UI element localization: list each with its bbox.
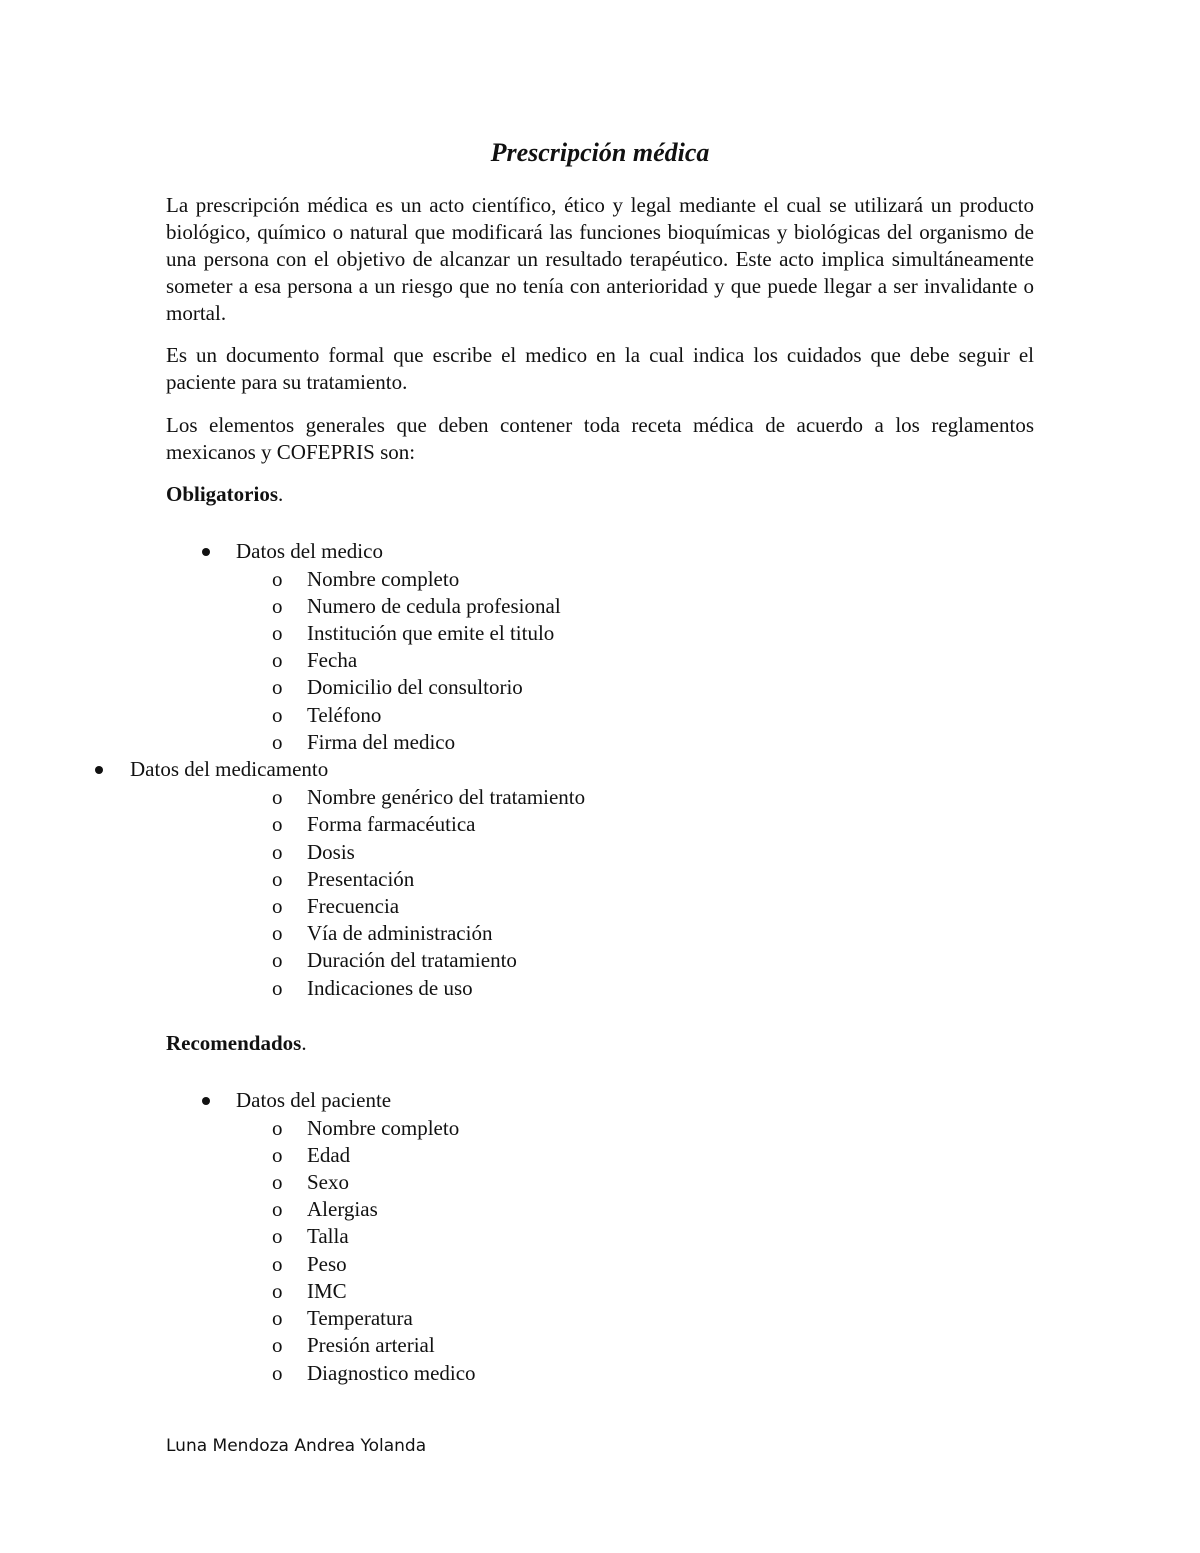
circle-bullet-icon: o [272, 1143, 283, 1167]
circle-bullet-icon: o [272, 867, 283, 891]
list-item-label: Vía de administración [307, 921, 493, 945]
bullet-dot-icon [202, 548, 210, 556]
circle-bullet-icon: o [272, 894, 283, 918]
list-item-label: Nombre completo [307, 1116, 460, 1140]
page-title: Prescripción médica [490, 138, 710, 167]
circle-bullet-icon: o [272, 1116, 283, 1140]
list-item-label: Dosis [307, 840, 355, 864]
list-item-label: Presentación [307, 867, 415, 891]
circle-bullet-icon: o [272, 567, 283, 591]
circle-bullet-icon: o [272, 812, 283, 836]
bullet-label: Datos del medico [236, 539, 383, 563]
circle-bullet-icon: o [272, 840, 283, 864]
list-item-label: Temperatura [307, 1306, 413, 1330]
list-item-label: Firma del medico [307, 730, 456, 754]
bullet-dot-icon [95, 766, 103, 774]
circle-bullet-icon: o [272, 730, 283, 754]
circle-bullet-icon: o [272, 1252, 283, 1276]
list-item-label: Institución que emite el titulo [307, 621, 555, 645]
circle-bullet-icon: o [272, 675, 283, 699]
list-item-label: Talla [307, 1224, 349, 1248]
list-item-label: Alergias [307, 1197, 378, 1221]
circle-bullet-icon: o [272, 976, 283, 1000]
paragraph-3: Los elementos generales que deben contener toda receta médica de acuerdo a los reglamentos mexicanos y COFEPRIS son: [166, 413, 1034, 464]
heading-obligatorios [166, 481, 283, 508]
list-item-label: Domicilio del consultorio [307, 675, 523, 699]
heading-obligatorios-text: Obligatorios [166, 482, 279, 506]
list-item-label: Edad [307, 1143, 351, 1167]
circle-bullet-icon: o [272, 621, 283, 645]
circle-bullet-icon: o [272, 948, 283, 972]
circle-bullet-icon: o [272, 1333, 283, 1357]
bullet-datos-paciente [236, 1087, 391, 1114]
list-item-label: Indicaciones de uso [307, 976, 473, 1000]
heading-recomendados-punct: . [301, 1031, 307, 1055]
heading-recomendados-text: Recomendados [166, 1031, 302, 1055]
list-item-label: Fecha [307, 648, 358, 672]
list-item-label: Teléfono [307, 703, 382, 727]
circle-bullet-icon: o [272, 1279, 283, 1303]
circle-bullet-icon: o [272, 921, 283, 945]
circle-bullet-icon: o [272, 703, 283, 727]
list-item-label: Frecuencia [307, 894, 400, 918]
list-item-label: Duración del tratamiento [307, 948, 517, 972]
circle-bullet-icon: o [272, 785, 283, 809]
list-item-label: Diagnostico medico [307, 1361, 476, 1385]
circle-bullet-icon: o [272, 1306, 283, 1330]
paragraph-2: Es un documento formal que escribe el medico en la cual indica los cuidados que debe seguir el paciente para su tratamiento. [166, 343, 1034, 394]
list-item-label: Forma farmacéutica [307, 812, 476, 836]
bullet-label: Datos del medicamento [130, 757, 329, 781]
bullet-datos-medico [236, 538, 383, 565]
list-item-label: Presión arterial [307, 1333, 435, 1357]
bullet-datos-medicamento [130, 756, 328, 783]
circle-bullet-icon: o [272, 1361, 283, 1385]
list-item-label: IMC [307, 1279, 347, 1303]
circle-bullet-icon: o [272, 594, 283, 618]
list-item-label: Peso [307, 1252, 347, 1276]
heading-obligatorios-punct: . [278, 482, 284, 506]
bullet-label: Datos del paciente [236, 1088, 392, 1112]
bullet-dot-icon [202, 1097, 210, 1105]
circle-bullet-icon: o [272, 1224, 283, 1248]
list-item-label: Sexo [307, 1170, 349, 1194]
footer-author: Luna Mendoza Andrea Yolanda [166, 1436, 427, 1456]
list-item-label: Nombre completo [307, 567, 460, 591]
circle-bullet-icon: o [272, 648, 283, 672]
circle-bullet-icon: o [272, 1170, 283, 1194]
paragraph-1: La prescripción médica es un acto científico, ético y legal mediante el cual se utilizará un producto biológico, químico o natural que modificará las funciones bioquímicas y biológicas del organismo de una persona con el objetivo de alcanzar un resultado terapéutico. Este acto implica simultáneamente someter a esa persona a un riesgo que no tenía con anterioridad y que puede llegar a ser invalidante o mortal. [166, 193, 1034, 325]
list-item-label: Numero de cedula profesional [307, 594, 561, 618]
heading-recomendados [166, 1030, 307, 1057]
circle-bullet-icon: o [272, 1197, 283, 1221]
list-item-label: Nombre genérico del tratamiento [307, 785, 586, 809]
